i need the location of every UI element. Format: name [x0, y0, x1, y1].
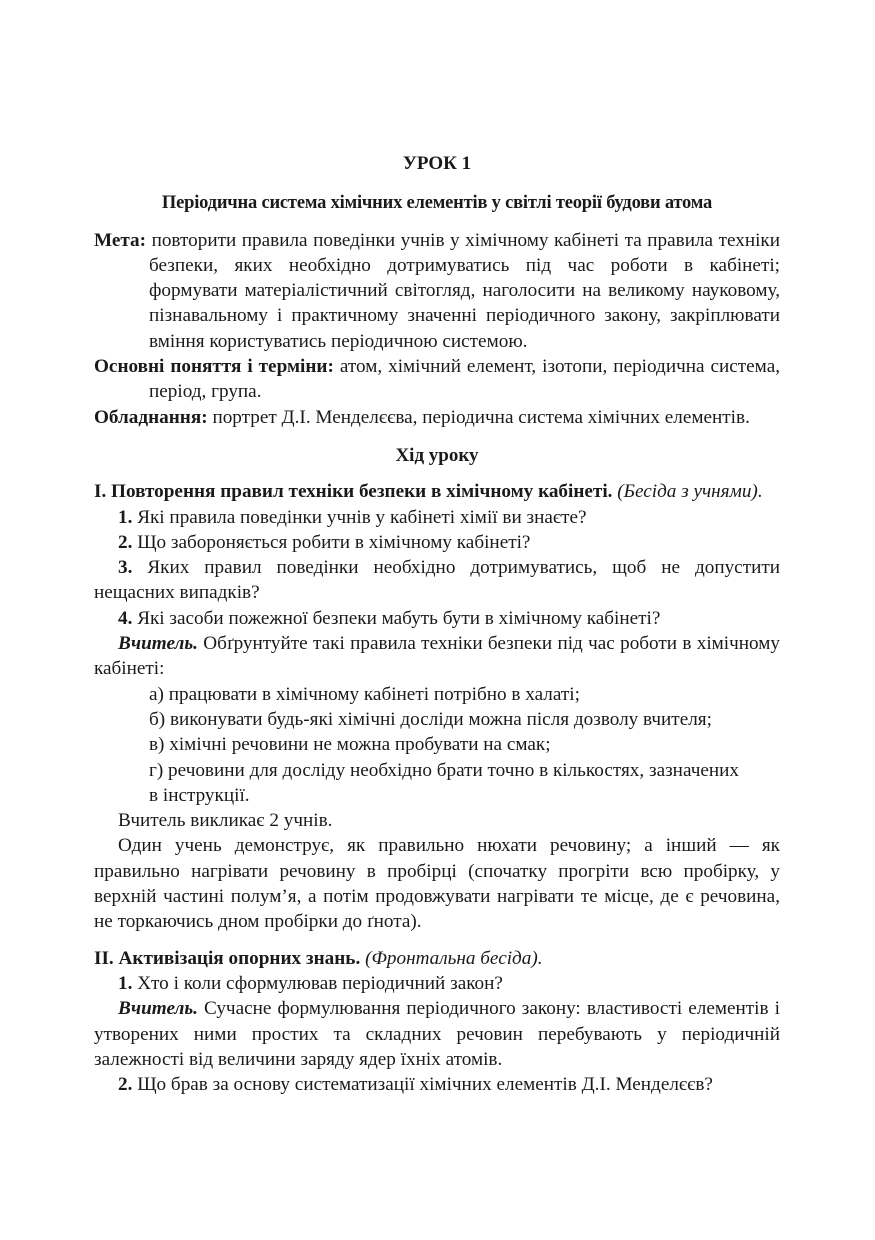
rule-item: в) хімічні речовини не можна пробувати на смак;	[149, 734, 551, 756]
section2-note: (Фронтальна бесіда).	[365, 947, 543, 969]
section2-title: II. Активізація опорних знань.	[94, 947, 361, 969]
section2-heading	[94, 946, 780, 971]
concepts-text: атом, хімічний елемент, ізотопи, періодична система, період, група.	[149, 356, 781, 403]
goal-text: повторити правила поведінки учнів у хімічному кабінеті та правила техніки безпеки, яких необхідно дотримуватись під час роботи в кабінеті; формувати матеріалістичний світогляд, наголосити на великому науковому, пізнавальному і практичному значенні періодичного закону, закріплювати вміння користуватись періодичною системою.	[149, 229, 781, 352]
equipment-label: Обладнання:	[94, 406, 208, 428]
question-text: Яких правил поведінки необхідно дотримуватись, щоб не допустити нещасних випадків?	[94, 557, 781, 604]
call-paragraph: Вчитель викликає 2 учнів.	[118, 810, 333, 832]
section1-note: (Бесіда з учнями).	[617, 481, 763, 503]
teacher-label: Вчитель.	[118, 998, 198, 1020]
teacher-paragraph	[94, 631, 780, 682]
lesson-number: УРОК 1	[402, 153, 472, 174]
concepts-paragraph	[94, 354, 780, 405]
question-number: 2.	[118, 1074, 133, 1096]
question-text: Які правила поведінки учнів у кабінеті хімії ви знаєте?	[137, 506, 587, 528]
teacher-text: Сучасне формулювання періодичного закону: властивості елементів і утворених ними простих та складних речовин перебувають у періодичній залежності від величини заряду ядер їхніх атомів.	[94, 998, 780, 1070]
teacher-label: Вчитель.	[118, 633, 198, 655]
question-number: 1.	[118, 506, 133, 528]
equipment-paragraph	[94, 405, 780, 430]
goal-label: Мета:	[94, 229, 147, 251]
rule-item: а) працювати в хімічному кабінеті потрібно в халаті;	[149, 683, 580, 705]
question-item	[94, 971, 780, 996]
question-item	[94, 505, 780, 530]
question-item	[94, 530, 780, 555]
question-number: 4.	[118, 607, 133, 629]
question-text: Що забороняється робити в хімічному кабінеті?	[137, 531, 531, 553]
section1-title: I. Повторення правил техніки безпеки в хімічному кабінеті.	[94, 481, 613, 503]
concepts-label: Основні поняття і терміни:	[94, 356, 334, 378]
question-text: Що брав за основу систематизації хімічних елементів Д.І. Менделєєв?	[137, 1074, 713, 1096]
lesson-title: Періодична система хімічних елементів у світлі теорії будови атома	[161, 193, 713, 214]
teacher-paragraph	[94, 996, 780, 1072]
section1-heading	[94, 479, 780, 504]
goal-paragraph	[94, 228, 780, 354]
course-heading: Хід уроку	[395, 444, 479, 466]
rule-continuation: в інструкції.	[149, 784, 250, 806]
question-number: 2.	[118, 531, 133, 553]
question-item	[94, 606, 780, 631]
demo-paragraph: Один учень демонструє, як правильно нюхати речовину; а інший — як правильно нагрівати речовину в пробірці (спочатку прогріти всю пробірку, у верхній частині полум’я, а потім продовжувати нагрівати те місце, де є речовина, не торкаючись дном пробірки до ґнота).	[94, 835, 780, 933]
question-item	[94, 1072, 780, 1097]
question-text: Які засоби пожежної безпеки мабуть бути в хімічному кабінеті?	[137, 607, 661, 629]
question-text: Хто і коли сформулював періодичний закон?	[137, 972, 503, 994]
question-item	[94, 555, 780, 606]
question-number: 3.	[118, 557, 133, 579]
rule-item: г) речовини для досліду необхідно брати точно в кількостях, зазначених	[149, 759, 739, 781]
equipment-text: портрет Д.І. Менделєєва, періодична система хімічних елементів.	[212, 406, 750, 428]
question-number: 1.	[118, 972, 133, 994]
rule-item: б) виконувати будь-які хімічні досліди можна після дозволу вчителя;	[149, 708, 712, 730]
page-content	[94, 145, 780, 1097]
teacher-text: Обґрунтуйте такі правила техніки безпеки під час роботи в хімічному кабінеті:	[94, 633, 781, 680]
